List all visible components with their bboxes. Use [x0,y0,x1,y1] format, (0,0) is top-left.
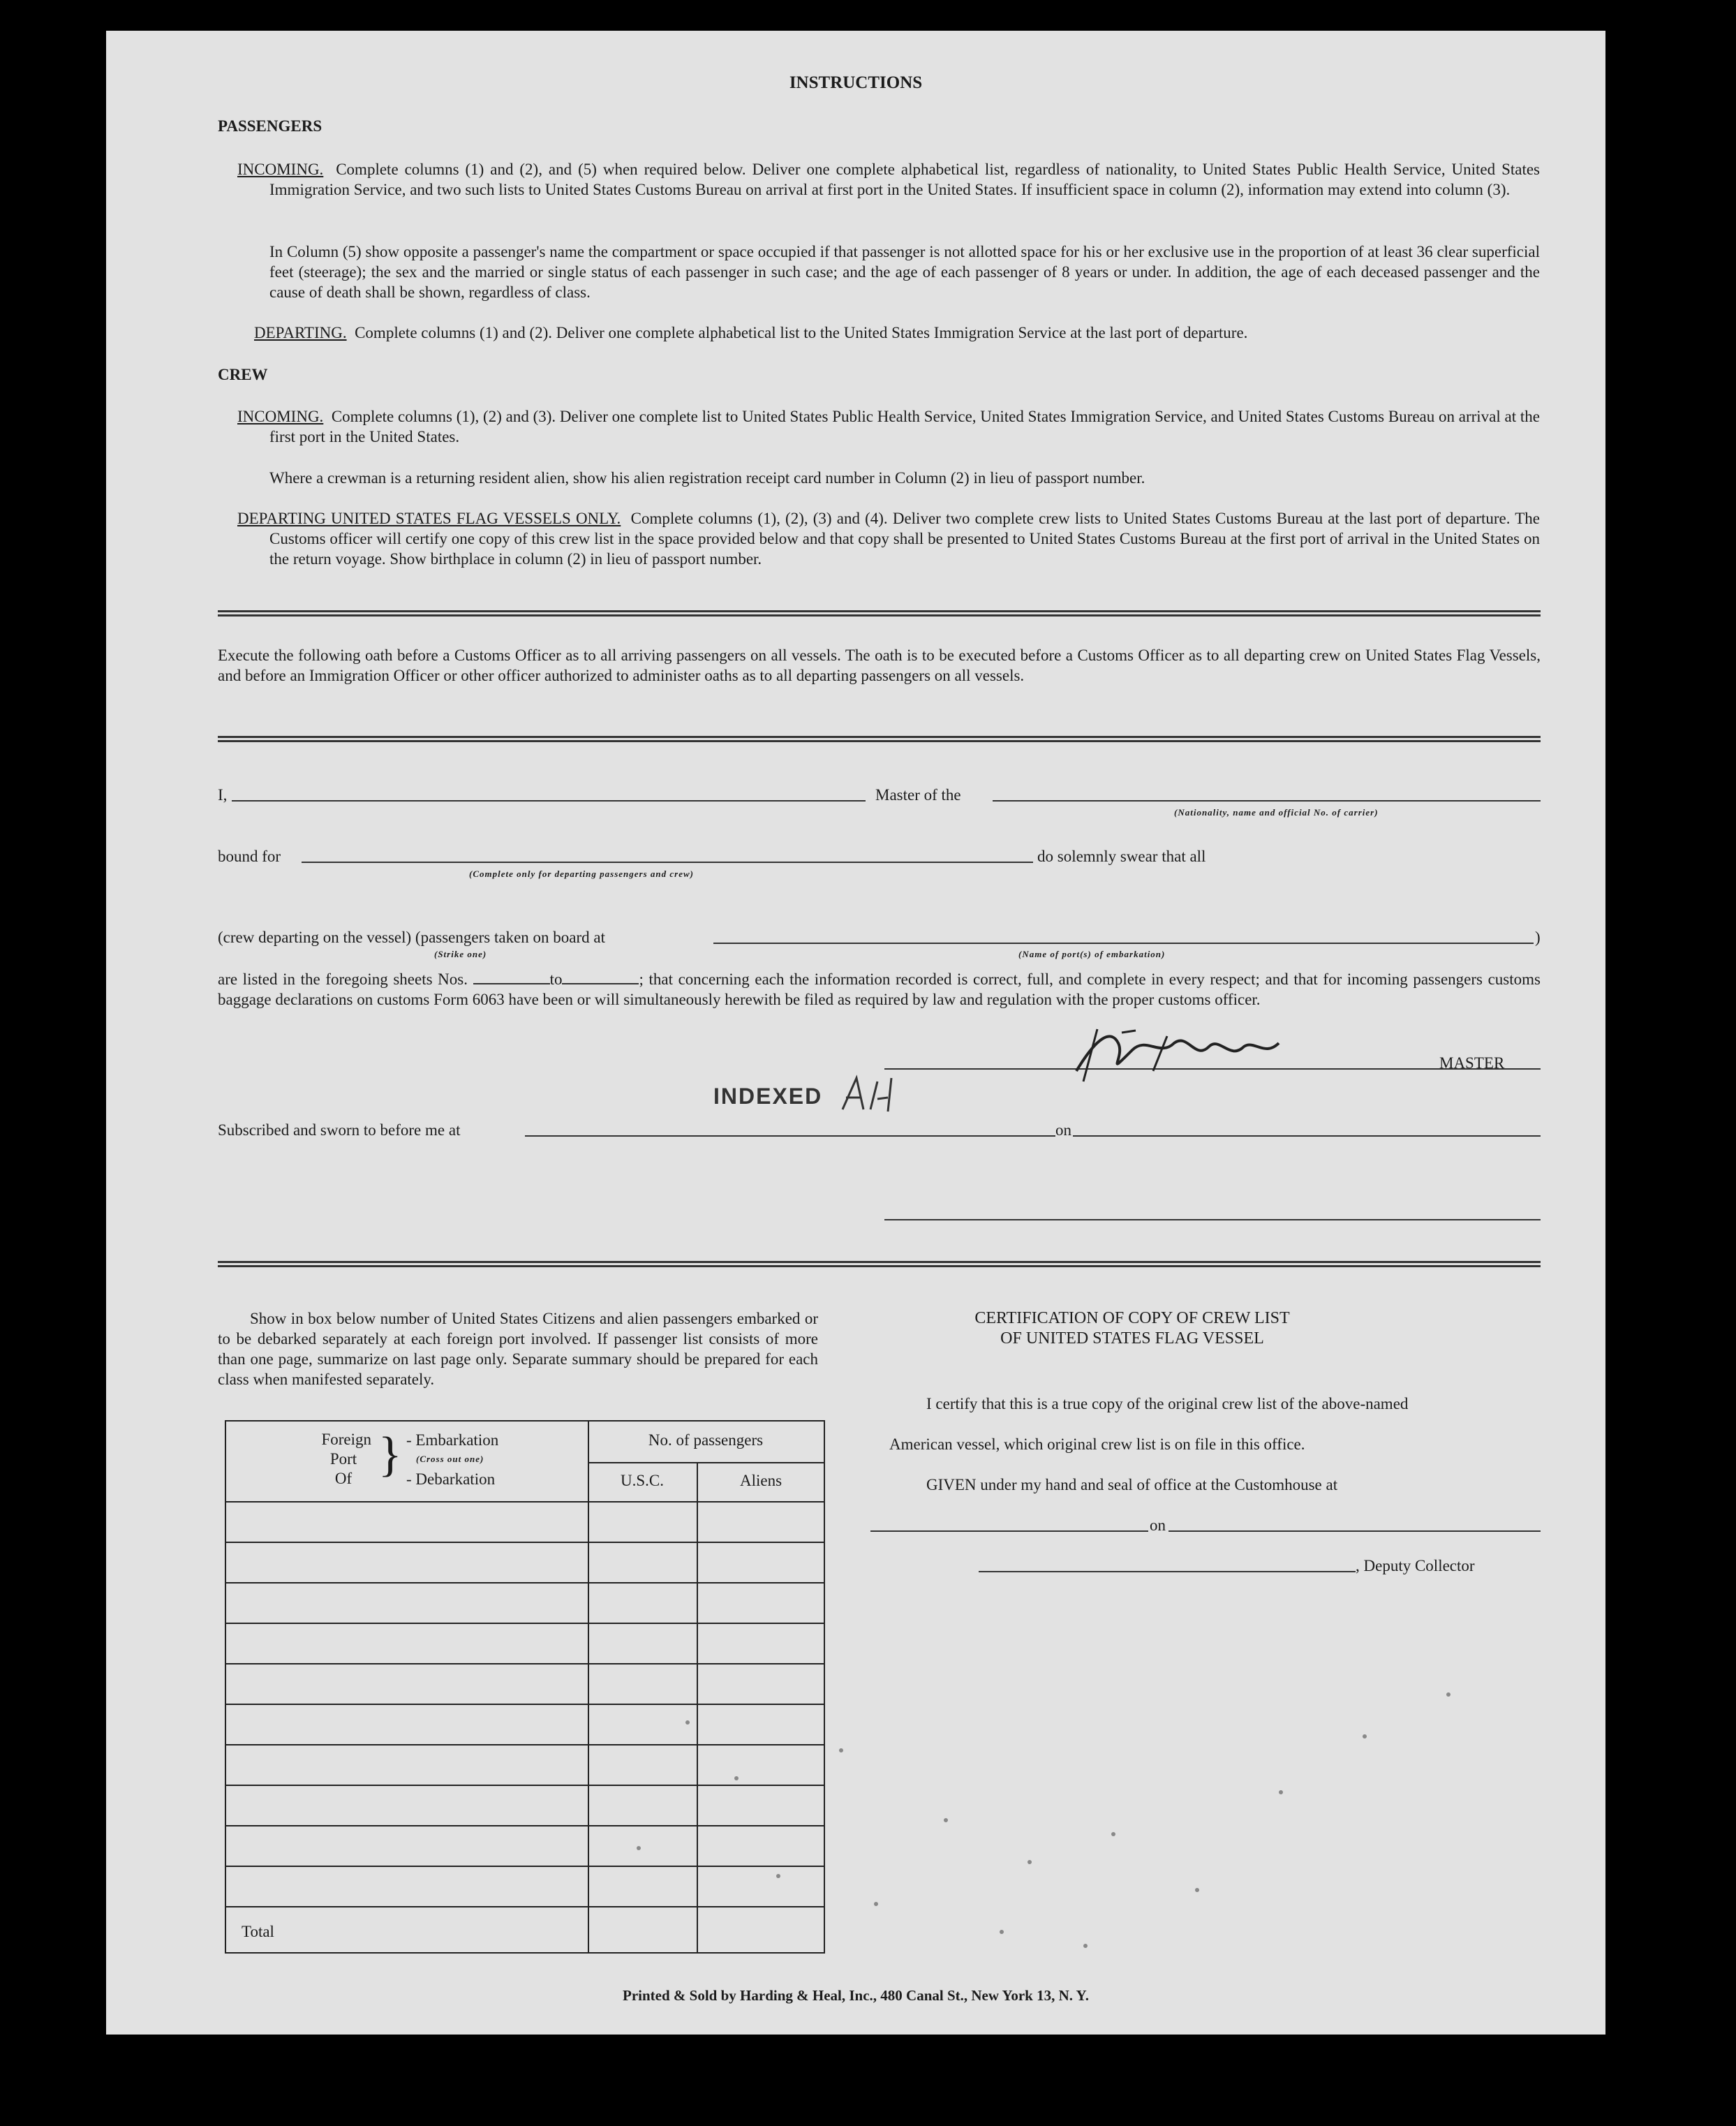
page-title: INSTRUCTIONS [789,73,923,92]
stipple-dot [1279,1790,1283,1794]
aliens-header: Aliens [739,1472,782,1489]
passengers-departing-paragraph [254,323,1540,343]
sheets-prefix: are listed in the foregoing sheets Nos. [218,970,468,988]
passengers-incoming-paragraph [237,159,1541,200]
stipple-dot [1195,1888,1199,1892]
stipple-dot [1000,1930,1004,1934]
debarkation-label: - Debarkation [406,1470,496,1488]
foreign-label: Foreign [321,1431,371,1448]
certify-line2: American vessel, which original crew list is on file in this office. [889,1435,1305,1453]
deputy-signature-field[interactable] [979,1571,1356,1572]
table-row [226,1906,824,1907]
oath-intro: Execute the following oath before a Customs Officer as to all arriving passengers on all vessels. The oath is to be executed before a Customs Officer as to all departing crew on United States Flag Vessels, and before an Immigration Officer or other officer authorized to administer oaths as to all departing passengers on all vessels. [218,647,1541,684]
foreign-port-of [302,1430,371,1489]
sworn-date-field[interactable] [1073,1135,1541,1137]
table-row [226,1501,824,1503]
stipple-dot [776,1874,780,1878]
printer-footer: Printed & Sold by Harding & Heal, Inc., 480 Canal St., New York 13, N. Y. [623,1987,1089,2004]
certification-title-line2: OF UNITED STATES FLAG VESSEL [1000,1329,1264,1348]
sworn-place-field[interactable] [525,1135,1055,1137]
sworn-on-label: on [1055,1121,1071,1139]
crew-incoming-text: Complete columns (1), (2) and (3). Deliver one complete list to United States Public Health Service, United States Immigration Service, and United States Customs Bureau on arrival at the first port in the United States. [269,408,1540,445]
stamp-initials [839,1071,902,1120]
table-row [226,1542,824,1543]
stipple-dot [637,1846,641,1850]
crew-incoming-label: INCOMING. [237,408,324,425]
swear-text: do solemnly swear that all [1037,848,1206,865]
stipple-dot [685,1720,690,1725]
column5-paragraph: In Column (5) show opposite a passenger's name the compartment or space occupied if that passenger is not allotted space for his or her exclusive use in the proportion of at least 36 clear superficial feet (steerage); the sex and the married or single status of each passenger in such case; and the age of each passenger of 8 years or under. In addition, the age of each deceased passenger and the cause of death shall be shown, regardless of class. [269,243,1540,301]
bound-for-field[interactable] [302,862,1033,863]
bound-for-label: bound for [218,848,281,865]
divider [218,1261,1541,1267]
table-row [226,1744,824,1745]
i-label: I, [218,786,228,804]
certification-title-line1: CERTIFICATION OF COPY OF CREW LIST [974,1309,1290,1327]
port-label: Port [329,1450,357,1468]
crew-departing-label: DEPARTING UNITED STATES FLAG VESSELS ONLY. [237,510,621,527]
stipple-dot [1083,1944,1088,1948]
vessel-field[interactable] [993,800,1541,802]
sheet-from-field[interactable] [473,983,550,984]
strike-caption: (Strike one) [434,949,487,959]
certify-line1: I certify that this is a true copy of the original crew list of the above-named [926,1395,1409,1412]
stipple-dot [1027,1860,1032,1864]
master-signature [1069,1022,1300,1085]
table-row [226,1785,824,1786]
customhouse-field[interactable] [870,1530,1148,1532]
header-divider [588,1462,824,1463]
stipple-dot [1446,1692,1451,1697]
summary-intro: Show in box below number of United States Citizens and alien passengers embarked or to be debarked separately at each foreign port involved. If passenger list consists of more than one page, summarize on last page only. Separate summary should be prepared for each class when manifested separately. [218,1310,818,1388]
ports-field[interactable] [713,943,1534,944]
cross-out-caption: (Cross out one) [416,1454,484,1464]
master-label: MASTER [1439,1054,1505,1072]
usc-header: U.S.C. [621,1472,664,1489]
crew-resident-paragraph: Where a crewman is a returning resident alien, show his alien registration receipt card number in Column (2) in lieu of passport number. [269,469,1145,487]
divider [218,610,1541,617]
crew-heading: CREW [218,366,268,383]
sheets-paragraph [218,969,1541,1010]
table-row [226,1623,824,1624]
ports-caption: (Name of port(s) of embarkation) [1018,949,1166,959]
cert-date-field[interactable] [1169,1530,1541,1532]
officer-signature-line[interactable] [884,1219,1541,1220]
column-divider [697,1462,698,1952]
bound-caption: (Complete only for departing passengers and crew) [469,869,694,879]
table-row [226,1704,824,1705]
table-row [226,1663,824,1664]
stipple-dot [839,1748,843,1752]
stipple-dot [874,1902,878,1906]
table-row [226,1866,824,1867]
passengers-incoming-label: INCOMING. [237,161,324,178]
sheets-to: to [549,970,563,988]
master-name-field[interactable] [232,800,866,802]
passengers-heading: PASSENGERS [218,117,322,135]
crew-departing-text: Complete columns (1), (2), (3) and (4). Deliver two complete crew lists to United States Customs Bureau at the last port of departure. The Customs officer will certify one copy of this crew list in the space provided below and that copy shall be presented to United States Customs Bureau at the first port of arrival in the United States on the return voyage. Show birthplace in column (2) in lieu of passport number. [269,510,1541,568]
crew-departing-paragraph [237,508,1541,569]
embarkation-label: - Embarkation [406,1431,499,1449]
brace: } [378,1428,402,1482]
nationality-caption: (Nationality, name and official No. of carrier) [1174,807,1379,818]
stipple-dot [1363,1734,1367,1739]
table-row [226,1582,824,1584]
form-page [106,31,1605,2035]
summary-table [225,1420,825,1954]
indexed-stamp: INDEXED [713,1084,823,1109]
passengers-departing-label: DEPARTING. [254,324,347,341]
passengers-incoming-text: Complete columns (1) and (2), and (5) when required below. Deliver one complete alphabetical list, regardless of nationality, to United States Public Health Service, United States Immigration Service, and two such lists to United States Customs Bureau on arrival at first port in the United States. If insufficient space in column (2), information may extend into column (3). [269,161,1541,198]
cert-on-label: on [1150,1516,1166,1534]
close-paren: ) [1535,929,1541,946]
stipple-dot [944,1818,948,1822]
stipple-dot [1111,1832,1115,1836]
strike-text: (crew departing on the vessel) (passengers taken on board at [218,929,605,946]
given-text: GIVEN under my hand and seal of office at the Customhouse at [926,1476,1338,1493]
subscribed-label: Subscribed and sworn to before me at [218,1121,461,1139]
divider [218,736,1541,742]
passengers-departing-text: Complete columns (1) and (2). Deliver one complete alphabetical list to the United States Immigration Service at the last port of departure. [355,324,1248,341]
deputy-label: , Deputy Collector [1356,1557,1475,1574]
total-label: Total [242,1923,274,1940]
table-row [226,1825,824,1826]
no-of-passengers-header: No. of passengers [648,1431,764,1449]
sheet-to-field[interactable] [562,983,639,984]
of-label: Of [334,1470,353,1487]
master-of-label: Master of the [875,786,961,804]
stipple-dot [734,1776,739,1780]
crew-incoming-paragraph [237,406,1540,447]
certification-title [888,1308,1377,1349]
sheets-rest: ; that concerning each the information recorded is correct, full, and complete in every respect; and that for incoming passengers customs baggage declarations on customs Form 6063 have been or will simultaneously herewith be filed as required by law and regulation with the proper customs officer. [218,970,1541,1008]
